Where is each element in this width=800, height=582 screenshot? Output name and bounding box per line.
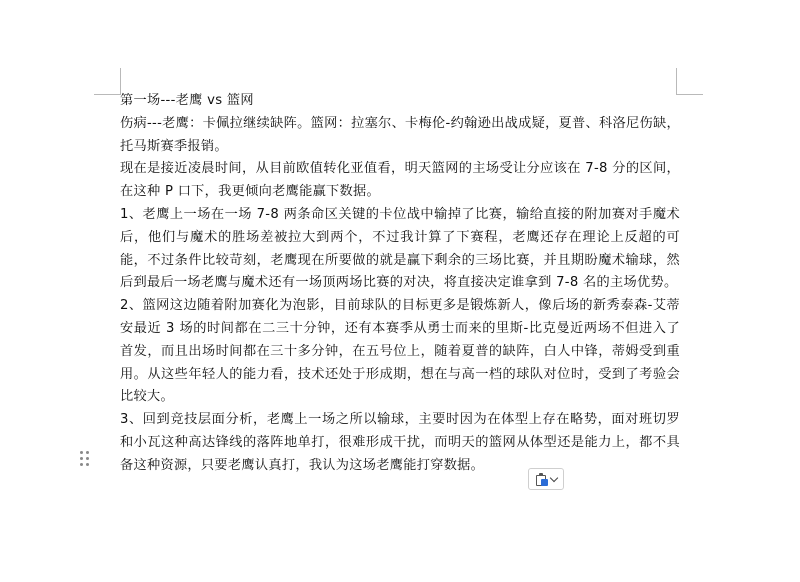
top-right-margin-marker [676,68,703,95]
paragraph-title[interactable]: 第一场---老鹰 vs 篮网 [120,93,254,108]
clipboard-icon [536,473,548,486]
paste-options-button[interactable] [528,468,564,490]
chevron-down-icon [549,473,557,481]
document-body[interactable] [120,90,680,478]
paragraph-point-1[interactable]: 1、老鹰上一场在一场 7-8 两条命区关键的卡位战中输掉了比赛，输给直接的附加赛对手魔术后，他们与魔术的胜场差被拉大到两个，不过我计算了下赛程，老鹰还存在理论上反超的可能，不过条件比较苛刻，老鹰现在所要做的就是赢下剩余的三场比赛，并且期盼魔术输球，然后到最后一场老鹰与魔术还有一场顶两场比赛的对决，将直接决定谁拿到 7-8 名的主场优势。 [120,206,680,291]
paragraph-injuries[interactable]: 伤病---老鹰：卡佩拉继续缺阵。篮网：拉塞尔、卡梅伦-约翰逊出战成疑，夏普、科洛尼伤缺，托马斯赛季报销。 [120,115,680,154]
paragraph-point-3[interactable]: 3、回到竞技层面分析，老鹰上一场之所以输球，主要时因为在体型上存在略势，面对班切罗和小瓦这种高达锋线的落阵地单打，很难形成干扰，而明天的篮网从体型还是能力上，都不具备这种资源，只要老鹰认真打，我认为这场老鹰能打穿数据。 [120,412,680,473]
paragraph-drag-handle-icon[interactable] [80,451,90,467]
paragraph-intro[interactable]: 现在是接近凌晨时间，从目前欧值转化亚值看，明天篮网的主场受让分应该在 7-8 分的区间，在这种 P 口下，我更倾向老鹰能赢下数据。 [120,161,680,200]
top-left-margin-marker [94,68,121,95]
paragraph-point-2[interactable]: 2、篮网这边随着附加赛化为泡影，目前球队的目标更多是锻炼新人，像后场的新秀泰森-艾蒂安最近 3 场的时间都在二三十分钟，还有本赛季从勇士而来的里斯-比克曼近两场不但进入了首发，而且出场时间都在三十多分钟，在五号位上，随着夏普的缺阵，白人中锋，蒂姆受到重用。从这些年轻人的能力看，技术还处于形成期，想在与高一档的球队对位时，受到了考验会比较大。 [120,298,680,405]
